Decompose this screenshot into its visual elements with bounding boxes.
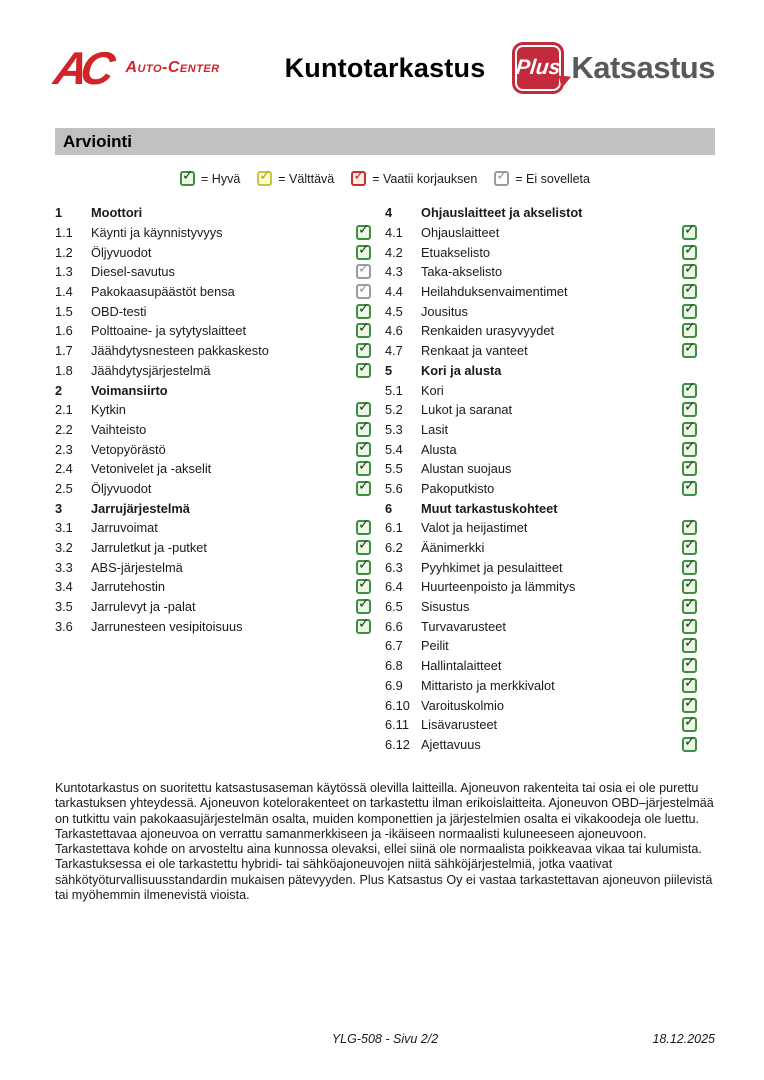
check-item-row [55,518,371,538]
status-checkbox-good-icon [682,560,697,575]
section-header-row [385,203,697,223]
status-checkbox-na-icon [356,264,371,279]
check-item-row [385,518,697,538]
status-checkbox-good-icon [682,422,697,437]
legend-item-na [494,171,590,186]
item-number: 2.3 [55,441,73,457]
checklist-columns [55,203,715,755]
item-label: Etuakselisto [421,244,490,260]
item-label: Valot ja heijastimet [421,520,528,536]
check-item-row [385,459,697,479]
item-label: Jarruletkut ja -putket [91,540,207,556]
section-header-row [55,203,371,223]
item-number: 5.6 [385,480,403,496]
check-item-row [55,577,371,597]
check-item-row [55,420,371,440]
check-item-row [385,439,697,459]
check-item-row [385,636,697,656]
check-item-row [385,301,697,321]
item-number: 3.3 [55,559,73,575]
item-number: 6.8 [385,658,403,674]
katsastus-logo-text: Katsastus [571,50,715,85]
check-item-row [385,479,697,499]
check-item-row [385,676,697,696]
status-checkbox-good-icon [356,245,371,260]
status-checkbox-good-icon [682,678,697,693]
status-checkbox-good-icon [682,599,697,614]
status-checkbox-good-icon [682,323,697,338]
status-checkbox-good-icon [682,264,697,279]
item-label: ABS-järjestelmä [91,559,183,575]
status-checkbox-good-icon [356,343,371,358]
legend-checkbox-na-icon [494,171,509,186]
status-checkbox-good-icon [682,619,697,634]
item-number: 5 [385,362,393,378]
item-label: Jäähdytysjärjestelmä [91,362,211,378]
item-label: Lasit [421,421,449,437]
status-checkbox-good-icon [682,383,697,398]
status-checkbox-good-icon [682,579,697,594]
item-number: 3 [55,500,63,516]
item-label: Ajettavuus [421,736,481,752]
item-number: 5.3 [385,421,403,437]
page-footer [55,1032,715,1046]
item-label: Turvavarusteet [421,618,506,634]
item-number: 2.4 [55,461,73,477]
check-item-row [55,479,371,499]
item-label: Jarruvoimat [91,520,158,536]
item-number: 4.2 [385,244,403,260]
section-title: Kori ja alusta [421,362,502,378]
check-item-row [385,380,697,400]
item-label: Alusta [421,441,457,457]
item-number: 5.4 [385,441,403,457]
check-item-row [385,400,697,420]
check-item-row [55,361,371,381]
check-item-row [55,223,371,243]
item-label: Taka-akselisto [421,264,503,280]
status-checkbox-good-icon [682,717,697,732]
check-item-row [55,400,371,420]
status-checkbox-good-icon [682,540,697,555]
item-label: Vaihteisto [91,421,147,437]
item-number: 6.6 [385,618,403,634]
status-checkbox-good-icon [682,284,697,299]
item-number: 4 [385,205,393,221]
check-item-row [55,557,371,577]
item-label: Peilit [421,638,449,654]
item-label: Sisustus [421,599,470,615]
check-item-row [385,282,697,302]
check-item-row [55,459,371,479]
status-checkbox-na-icon [356,284,371,299]
item-label: Vetopyörästö [91,441,166,457]
checklist-column-right [385,203,697,754]
item-number: 1.7 [55,343,73,359]
status-checkbox-good-icon [356,540,371,555]
legend-label: = Hyvä [201,171,241,186]
item-label: Jarrunesteen vesipitoisuus [91,618,243,634]
check-item-row [385,262,697,282]
check-item-row [55,341,371,361]
legend-checkbox-fair-icon [257,171,272,186]
check-item-row [55,538,371,558]
status-checkbox-good-icon [356,461,371,476]
section-title: Muut tarkastuskohteet [421,500,558,516]
item-number: 4.4 [385,284,403,300]
check-item-row [55,439,371,459]
check-item-row [385,242,697,262]
status-checkbox-good-icon [682,638,697,653]
item-number: 4.3 [385,264,403,280]
status-checkbox-good-icon [356,225,371,240]
item-label: Jarrulevyt ja -palat [91,599,196,615]
check-item-row [55,262,371,282]
check-item-row [55,242,371,262]
item-number: 4.5 [385,303,403,319]
item-number: 1.2 [55,244,73,260]
check-item-row [385,735,697,755]
status-checkbox-good-icon [356,402,371,417]
status-checkbox-good-icon [356,422,371,437]
item-label: Hallintalaitteet [421,658,502,674]
status-checkbox-good-icon [682,442,697,457]
item-label: Ohjauslaitteet [421,225,500,241]
check-item-row [55,616,371,636]
item-number: 4.7 [385,343,403,359]
item-number: 3.4 [55,579,73,595]
item-label: Pyyhkimet ja pesulaitteet [421,559,563,575]
item-number: 5.5 [385,461,403,477]
item-label: Kori [421,382,444,398]
plus-badge-text: Plus [514,56,562,79]
item-label: Diesel-savutus [91,264,175,280]
item-number: 6.10 [385,697,410,713]
item-label: Varoituskolmio [421,697,504,713]
item-number: 6.4 [385,579,403,595]
item-number: 6.3 [385,559,403,575]
item-label: OBD-testi [91,303,147,319]
check-item-row [55,282,371,302]
status-legend [55,170,715,187]
check-item-row [385,656,697,676]
status-checkbox-good-icon [682,245,697,260]
status-checkbox-good-icon [356,619,371,634]
item-number: 6 [385,500,393,516]
item-label: Jäähdytysnesteen pakkaskesto [91,343,269,359]
status-checkbox-good-icon [682,304,697,319]
check-item-row [385,538,697,558]
item-label: Alustan suojaus [421,461,512,477]
status-checkbox-good-icon [356,481,371,496]
report-header [50,40,715,96]
item-label: Äänimerkki [421,540,485,556]
check-item-row [385,616,697,636]
check-item-row [385,695,697,715]
section-header-row [55,380,371,400]
plus-badge-icon [512,42,564,94]
status-checkbox-good-icon [356,599,371,614]
status-checkbox-good-icon [356,560,371,575]
auto-center-logo [50,42,220,94]
check-item-row [385,715,697,735]
status-checkbox-good-icon [682,225,697,240]
section-title: Moottori [91,205,143,221]
section-header-row [385,361,697,381]
item-number: 1.1 [55,225,73,241]
item-number: 6.2 [385,540,403,556]
item-number: 1.8 [55,362,73,378]
status-checkbox-good-icon [682,343,697,358]
item-number: 1 [55,205,63,221]
check-item-row [385,223,697,243]
item-label: Öljyvuodot [91,244,152,260]
item-number: 6.5 [385,599,403,615]
item-number: 6.12 [385,736,410,752]
item-number: 2 [55,382,63,398]
item-number: 1.6 [55,323,73,339]
item-number: 2.5 [55,480,73,496]
check-item-row [385,341,697,361]
item-number: 5.2 [385,402,403,418]
section-title: Voimansiirto [91,382,168,398]
item-number: 4.1 [385,225,403,241]
status-checkbox-good-icon [682,658,697,673]
item-label: Pakokaasupäästöt bensa [91,284,235,300]
status-checkbox-good-icon [356,323,371,338]
item-label: Lisävarusteet [421,717,498,733]
check-item-row [385,577,697,597]
auto-center-logo-text: Auto-Center [125,59,220,76]
check-item-row [55,301,371,321]
status-checkbox-good-icon [682,698,697,713]
item-label: Vetonivelet ja -akselit [91,461,212,477]
item-number: 1.3 [55,264,73,280]
checklist-column-left [55,203,371,636]
item-label: Renkaat ja vanteet [421,343,528,359]
item-number: 6.1 [385,520,403,536]
section-header-row [55,498,371,518]
legend-checkbox-repair-icon [351,171,366,186]
item-number: 1.5 [55,303,73,319]
disclaimer-text: Kuntotarkastus on suoritettu katsastusaseman käytössä olevilla laitteilla. Ajoneuvon rakenteita tai osia ei ole purettu tarkastuksen yhteydessä. Ajoneuvon kotelorakenteet on tarkastettu ilman erikoislaitteita. Ajoneuvon OBD–järjestelmää on tutkittu vain pakokaasujärjestelmän osalta, muiden komponettien ja järjestelmien osalta ei vikakoodeja ole luettu. Tarkastettavaa ajoneuvoa on verrattu samanmerkkiseen ja -ikäiseen normaalisti kuluneeseen ajoneuvoon. Tarkastettava kohde on arvosteltu aina kunnossa olevaksi, ellei siinä ole normaalista poikkeavaa vikaa tai kulumista. Tarkastuksessa ei ole tarkastettu hybridi- tai sähköajoneuvojen niitä sähköjärjestelmiä, jotka vaativat sähkötyöturvallisuusstandardin mukaisen pätevyyden. Plus Katsastus Oy ei vastaa tarkastettavan ajoneuvon piilevistä tai myöhemmin ilmenevistä vioista. [55,781,714,903]
item-number: 2.2 [55,421,73,437]
item-number: 4.6 [385,323,403,339]
report-page [50,0,715,1080]
status-checkbox-good-icon [356,363,371,378]
item-number: 6.11 [385,717,409,733]
status-checkbox-good-icon [682,461,697,476]
plus-katsastus-logo [512,42,715,94]
item-number: 1.4 [55,284,73,300]
item-label: Jarrutehostin [91,579,165,595]
section-title: Jarrujärjestelmä [91,500,190,516]
legend-label: = Vaatii korjauksen [372,171,478,186]
item-label: Heilahduksenvaimentimet [421,284,568,300]
status-checkbox-good-icon [682,402,697,417]
status-checkbox-good-icon [682,481,697,496]
auto-center-monogram-icon: AC [50,42,113,94]
item-number: 3.1 [55,520,73,536]
item-label: Jousitus [421,303,468,319]
check-item-row [55,597,371,617]
item-label: Huurteenpoisto ja lämmitys [421,579,576,595]
status-checkbox-good-icon [682,520,697,535]
check-item-row [385,597,697,617]
item-label: Pakoputkisto [421,480,495,496]
legend-item-fair [257,171,334,186]
footer-date: 18.12.2025 [652,1032,715,1046]
status-checkbox-good-icon [682,737,697,752]
item-label: Polttoaine- ja sytytyslaitteet [91,323,247,339]
footer-plate-page: YLG-508 - Sivu 2/2 [331,1032,439,1046]
item-number: 3.5 [55,599,73,615]
item-label: Lukot ja saranat [421,402,513,418]
item-number: 5.1 [385,382,403,398]
item-number: 3.2 [55,540,73,556]
legend-checkbox-good-icon [180,171,195,186]
check-item-row [385,557,697,577]
page-title: Kuntotarkastus [284,52,486,83]
legend-item-good [180,171,240,186]
item-number: 6.9 [385,677,403,693]
item-label: Kytkin [91,402,126,418]
item-number: 2.1 [55,402,73,418]
legend-label: = Ei sovelleta [515,171,590,186]
check-item-row [55,321,371,341]
item-label: Öljyvuodot [91,480,152,496]
item-number: 3.6 [55,618,73,634]
status-checkbox-good-icon [356,442,371,457]
item-number: 6.7 [385,638,403,654]
check-item-row [385,420,697,440]
item-label: Mittaristo ja merkkivalot [421,677,555,693]
check-item-row [385,321,697,341]
legend-label: = Välttävä [278,171,335,186]
legend-item-repair [351,171,477,186]
status-checkbox-good-icon [356,304,371,319]
section-title: Ohjauslaitteet ja akselistot [421,205,583,221]
section-header-row [385,498,697,518]
status-checkbox-good-icon [356,520,371,535]
status-checkbox-good-icon [356,579,371,594]
section-bar-arviointi: Arviointi [55,128,715,155]
item-label: Käynti ja käynnistyvyys [91,225,223,241]
item-label: Renkaiden urasyvyydet [421,323,555,339]
